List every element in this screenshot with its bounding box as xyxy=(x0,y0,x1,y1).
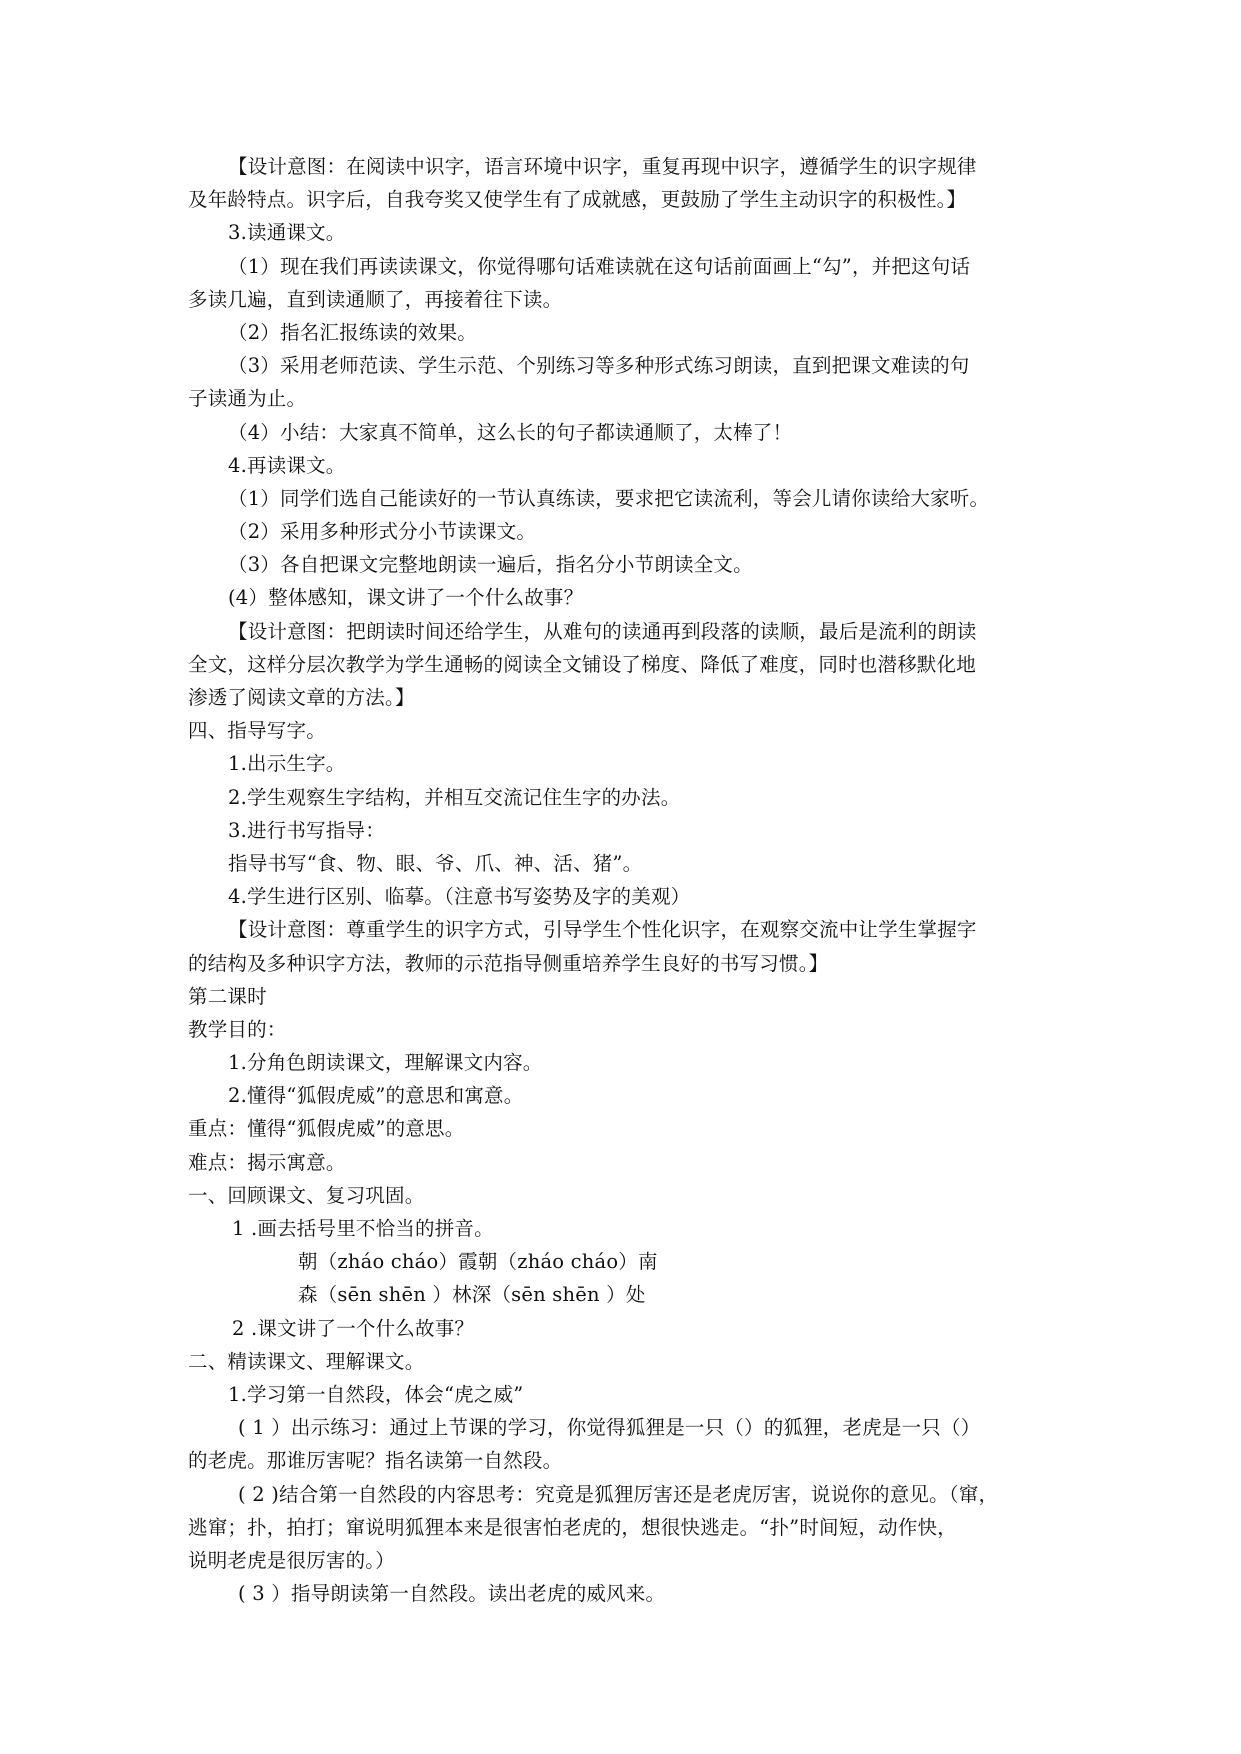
text-line: 多读几遍，直到读通顺了，再接着往下读。 xyxy=(188,287,563,311)
text-line: （2）采用多种形式分小节读课文。 xyxy=(228,520,537,544)
text-line: 说明老虎是很厉害的。） xyxy=(188,1548,395,1572)
text-line: 【设计意图：把朗读时间还给学生，从难句的读通再到段落的读顺，最后是流利的朗读 xyxy=(228,619,977,643)
text-line: （4）小结：大家真不简单，这么长的句子都读通顺了，太棒了！ xyxy=(228,420,793,444)
text-line: 子读通为止。 xyxy=(188,387,307,411)
text-line: 教学目的： xyxy=(188,1017,287,1041)
text-line: 3.读通课文。 xyxy=(228,221,346,245)
text-line: 2.懂得“狐假虎威”的意思和寓意。 xyxy=(228,1084,524,1108)
document-page xyxy=(188,150,1058,1610)
text-line: 1.分角色朗读课文，理解课文内容。 xyxy=(228,1051,543,1075)
text-line: 二、精读课文、理解课文。 xyxy=(188,1349,425,1373)
text-line: 重点：懂得“狐假虎威”的意思。 xyxy=(188,1117,465,1141)
text-line: 3.进行书写指导： xyxy=(228,818,385,842)
text-line: 的老虎。那谁厉害呢？指名读第一自然段。 xyxy=(188,1449,563,1473)
text-line: 森（sēn shēn ）林深（sēn shēn ）处 xyxy=(298,1283,646,1307)
text-line: (4）整体感知，课文讲了一个什么故事？ xyxy=(228,586,584,610)
text-line: 及年龄特点。识字后，自我夸奖又使学生有了成就感，更鼓励了学生主动识字的积极性。】 xyxy=(188,188,967,212)
text-line: 4.学生进行区别、临摹。（注意书写姿势及字的美观） xyxy=(228,885,691,909)
text-line: 4.再读课文。 xyxy=(228,453,346,477)
text-line: 【设计意图：尊重学生的识字方式，引导学生个性化识字，在观察交流中让学生掌握字 xyxy=(228,918,977,942)
text-line: ( 3 ）指导朗读第一自然段。读出老虎的威风来。 xyxy=(238,1582,666,1606)
text-line: （1）现在我们再读读课文，你觉得哪句话难读就在这句话前面画上“勾”，并把这句话 xyxy=(228,254,971,278)
text-line: 2.学生观察生字结构，并相互交流记住生字的办法。 xyxy=(228,785,681,809)
text-line: （1）同学们选自己能读好的一节认真练读，要求把它读流利，等会儿请你读给大家听。 xyxy=(228,486,990,510)
text-line: 的结构及多种识字方法，教师的示范指导侧重培养学生良好的书写习惯。】 xyxy=(188,951,829,975)
text-line: 2 .课文讲了一个什么故事？ xyxy=(232,1316,475,1340)
text-line: 逃窜；扑，拍打；窜说明狐狸本来是很害怕老虎的，想很快逃走。“扑”时间短，动作快， xyxy=(188,1515,957,1539)
text-line: 1 .画去括号里不恰当的拼音。 xyxy=(232,1217,494,1240)
text-line: 1.出示生字。 xyxy=(228,752,346,776)
text-line: 渗透了阅读文章的方法。】 xyxy=(188,686,415,709)
text-line: 【设计意图：在阅读中识字，语言环境中识字，重复再现中识字，遵循学生的识字规律 xyxy=(228,155,977,178)
text-line: 全文，这样分层次教学为学生通畅的阅读全文铺设了梯度、降低了难度，同时也潜移默化地 xyxy=(188,652,977,676)
text-line: 难点：揭示寓意。 xyxy=(188,1150,346,1174)
text-line: ( 1 ）出示练习：通过上节课的学习，你觉得狐狸是一只（）的狐狸，老虎是一只（） xyxy=(238,1416,981,1440)
text-line: （3）各自把课文完整地朗读一遍后，指名分小节朗读全文。 xyxy=(228,553,753,577)
text-line: （2）指名汇报练读的效果。 xyxy=(228,320,478,344)
text-line: 第二课时 xyxy=(188,984,267,1008)
text-line: 一、回顾课文、复习巩固。 xyxy=(188,1183,425,1207)
text-line: 四、指导写字。 xyxy=(188,719,326,743)
text-line: 1.学习第一自然段，体会“虎之威” xyxy=(228,1382,524,1406)
text-line: （3）采用老师范读、学生示范、个别练习等多种形式练习朗读，直到把课文难读的句 xyxy=(228,354,970,378)
text-line: 指导书写“食、物、眼、爷、爪、神、活、猪”。 xyxy=(228,851,643,875)
text-line: ( 2 )结合第一自然段的内容思考：究竟是狐狸厉害还是老虎厉害，说说你的意见。（窜， xyxy=(238,1482,999,1506)
text-line: 朝（zháo cháo）霞朝（zháo cháo）南 xyxy=(298,1250,658,1274)
